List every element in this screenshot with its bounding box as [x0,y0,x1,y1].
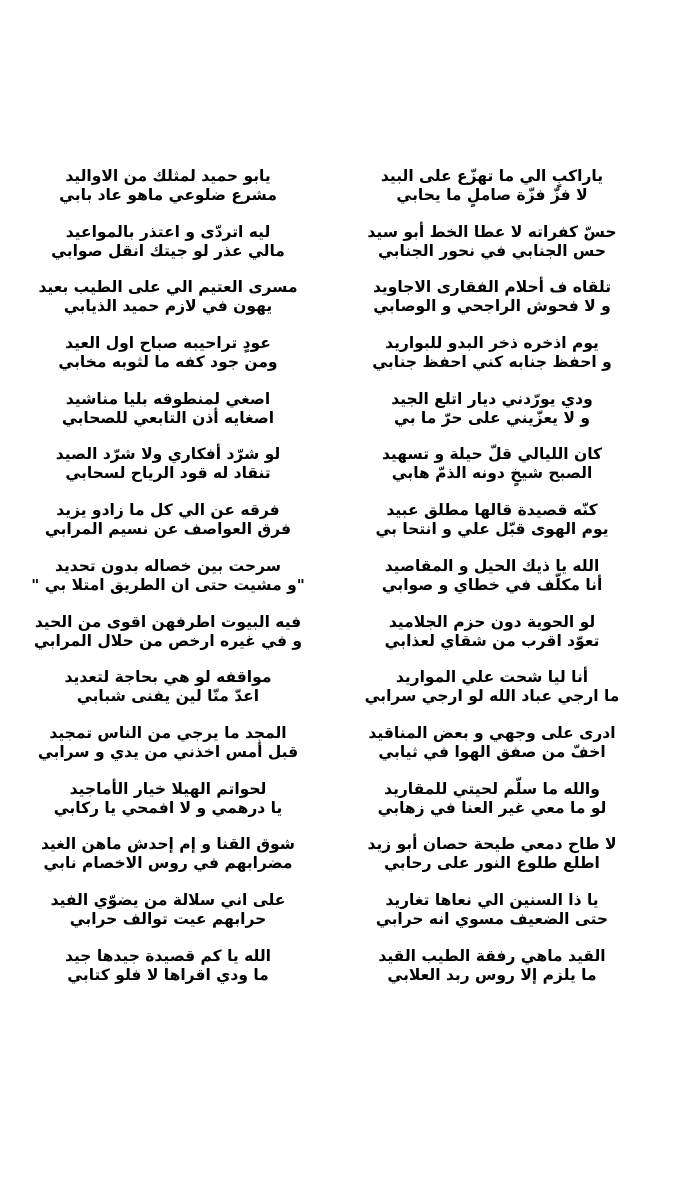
verse [18,445,318,501]
verse [342,613,642,669]
verse [342,278,642,334]
verse [342,891,642,947]
verse-first-hemistich: القيد ماهي رفقة الطيب القيد [378,946,606,965]
verse [18,780,318,836]
verse-first-hemistich: اصغي لمنطوقه بليا مناشيد [65,389,271,408]
verse-second-hemistich: و لا يعزّيني على حرّ ما بي [394,408,590,427]
verse-first-hemistich: حسّ كفراته لا عطا الخط أبو سيد [367,222,617,241]
verse [18,223,318,279]
verse-first-hemistich: فرقه عن الي كل ما زادو يزيد [56,501,280,520]
verse [18,613,318,669]
verse-second-hemistich: اصغايه أذن التابعي للصحابي [61,408,275,427]
verse-first-hemistich: ادرى على وجهي و بعض المناقيد [368,723,616,742]
verse [18,835,318,891]
verse-second-hemistich: فرق العواصف عن نسيم المرابي [44,520,292,539]
verse-first-hemistich: الله يا كم قصيدة جيدها جيد [65,946,271,965]
verse-second-hemistich: حتى الضعيف مسوي انه حرابي [375,909,609,928]
verse-second-hemistich: حرابهم عيت توالف حرابي [69,909,267,928]
verse-second-hemistich: مشرع ضلوعي ماهو عاد بابي [59,186,277,204]
verse [342,835,642,891]
verse-second-hemistich: و احفظ جنابه كني احفظ جنابي [372,353,612,372]
verse-first-hemistich: فيه البيوت اطرفهن اقوى من الحيد [34,612,302,631]
verse-second-hemistich: يهون في لازم حميد الذيابي [63,297,273,316]
verse-first-hemistich: شوق القنا و إم إحدش ماهن الغيد [40,835,296,854]
verse-second-hemistich: ما ارجي عباد الله لو ارجي سرابي [364,687,620,706]
verse-first-hemistich: المجد ما يرجي من الناس تمجيد [49,723,287,742]
verse-second-hemistich: مالي عذر لو جيتك انقل صوابي [51,241,285,260]
verse-first-hemistich: مواقفه لو هي بحاجة لتعديد [64,668,272,687]
verse-first-hemistich: كنّه قصيدة قالها مطلق عبيد [386,501,598,520]
verse-second-hemistich: اطلع طلوع النور على رحابي [384,854,600,873]
verse-second-hemistich: حس الجنابي في نحور الجنابي [377,241,607,260]
verse-second-hemistich: "و مشيت حتى ان الطريق امتلا بي " [31,575,305,594]
poem-column-left [18,167,318,1002]
verse [342,947,642,1003]
verse-second-hemistich: و لا فحوش الراجحي و الوصابي [373,297,611,316]
verse [342,167,642,223]
verse-first-hemistich: ودي يورّدني ديار اتلع الجيد [391,389,593,408]
verse [18,891,318,947]
verse-second-hemistich: أنا مكلّف في خطاي و صوابي [381,575,603,594]
verse-first-hemistich: الله يا ذيك الحيل و المقاصيد [384,556,600,575]
verse-second-hemistich: ما ودي اقراها لا فلو كتابي [67,965,269,984]
verse [342,334,642,390]
verse [18,724,318,780]
verse-first-hemistich: أنا ليا شحت علي المواريد [395,668,589,687]
verse-first-hemistich: مسرى العتيم الي على الطيب بعيد [38,278,298,297]
verse [18,334,318,390]
verse [342,724,642,780]
verse-second-hemistich: يا درهمي و لا افمحي يا ركابي [53,798,283,817]
verse-second-hemistich: اعدّ منّا لين يفنى شبابي [76,687,260,706]
verse-first-hemistich: تلقاه ف أحلام الفقارى الاجاويد [372,278,612,297]
verse-second-hemistich: و في غيره ارخص من حلال المرابي [33,631,303,650]
verse-first-hemistich: لا طاح دمعي طيحة حصان أبو زيد [367,835,617,854]
verse-first-hemistich: لحواتم الهيلا خيار الأماجيد [69,779,267,798]
verse-first-hemistich: على اني سلالة من يضوّي الفيد [50,890,286,909]
verse-second-hemistich: يوم الهوى قبّل علي و انتحا بي [375,520,609,539]
verse-second-hemistich: تعوّد اقرب من شقاي لعذابي [384,631,600,650]
verse [342,445,642,501]
verse-second-hemistich: ومن جود كفه ما لثوبه مخابي [58,353,278,372]
verse [18,557,318,613]
verse [18,668,318,724]
verse-first-hemistich: لو شرّد أفكاري ولا شرّد الصيد [55,445,281,464]
verse-first-hemistich: يا ذا السنين الي نعاها تغاريد [385,890,599,909]
poem-column-right [342,167,642,1002]
verse [18,501,318,557]
verse-first-hemistich: ليه اتردّى و اعتذر بالمواعيد [65,222,271,241]
verse-first-hemistich: يابو حميد لمثلك من الاواليد [65,167,271,185]
verse-first-hemistich: والله ما سلّم لحيتي للمقاريد [384,779,600,798]
verse-second-hemistich: الصبح شيخٍ دونه الذمّ هابي [391,464,593,483]
verse-first-hemistich: كان الليالي قلّ حيلة و تسهيد [381,445,603,464]
verse-second-hemistich: لو ما معي غير العنا في زهابي [377,798,607,817]
verse [18,390,318,446]
verse [342,223,642,279]
verse [342,390,642,446]
verse-first-hemistich: لو الحوية دون حزم الجلاميد [388,612,596,631]
verse [18,947,318,1003]
verse-second-hemistich: تنقاد له قود الرياح لسحابي [65,464,271,483]
verse [342,501,642,557]
verse-first-hemistich: سرحت بين خصاله بدون تحديد [55,556,281,575]
verse-first-hemistich: عودٍ تراحيبه صباح اول العيد [65,334,271,353]
verse-second-hemistich: مضرابهم في روس الاخصام نابي [43,854,293,873]
verse [342,557,642,613]
verse [342,668,642,724]
verse-second-hemistich: قبل أمس اخذني من يدي و سرابي [37,742,299,761]
verse [18,278,318,334]
verse-first-hemistich: يوم اذخره ذخر البدو للبواريد [385,334,599,353]
verse-first-hemistich: ياراكبٍ الي ما تهزّع على البيد [380,167,604,185]
verse [342,780,642,836]
verse [18,167,318,223]
verse-second-hemistich: لا فزّ فزّة صاملٍ ما يحابي [396,186,588,204]
verse-second-hemistich: اخفّ من صفق الهوا في ثيابي [378,742,606,761]
verse-second-hemistich: ما يلزم إلا روس ربد العلابي [387,965,597,984]
